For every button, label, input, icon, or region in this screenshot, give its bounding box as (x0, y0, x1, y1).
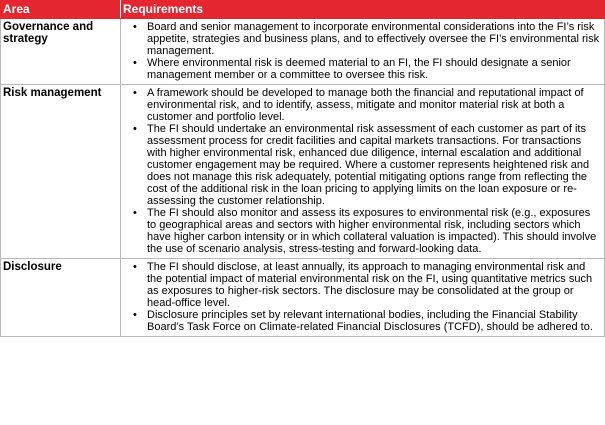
requirements-cell (121, 259, 605, 337)
area-column-header: Area (1, 1, 121, 19)
table-row-risk-management (1, 85, 605, 259)
requirements-column-header: Requirements (121, 1, 605, 19)
requirements-list (123, 261, 602, 333)
requirements-cell (121, 85, 605, 259)
list-item: • Disclosure principles set by relevant international bodies, including the Financial Stability Board’s Task Force on Climate-related Financial Disclosures (TCFD), should be adhered to. (147, 309, 602, 333)
table-header (1, 1, 605, 19)
requirements-list (123, 87, 602, 255)
list-item: • The FI should also monitor and assess its exposures to environmental risk (e.g., exposures to geographical areas and sectors with higher environmental risk, including sectors which have higher carbon intensity or in which collateral valuation is impacted). This should involve the use of scenario analysis, stress-testing and forward-looking data. (147, 207, 602, 255)
table-row-governance (1, 19, 605, 85)
list-item: • The FI should undertake an environmental risk assessment of each customer as part of its assessment process for credit facilities and capital markets transactions. For transactions with higher environmental risk, enhanced due diligence, internal escalation and additional customer engagement may be required. Where a customer represents heightened risk and does not manage this risk adequately, potential mitigating options range from reflecting the cost of the additional risk in the loan pricing to applying limits on the loan exposure or re-assessing the customer relationship. (147, 123, 602, 207)
area-cell: Governance and strategy (1, 19, 121, 85)
list-item: • A framework should be developed to manage both the financial and reputational impact of environmental risk, and to identify, assess, mitigate and monitor material risk at both a customer and portfolio level. (147, 87, 602, 123)
area-cell: Risk management (1, 85, 121, 259)
table-row-disclosure (1, 259, 605, 337)
list-item: • Board and senior management to incorporate environmental considerations into the FI’s risk appetite, strategies and business plans, and to effectively oversee the FI’s environmental risk management. (147, 21, 602, 57)
table-body (1, 19, 605, 337)
requirements-cell (121, 19, 605, 85)
list-item: • The FI should disclose, at least annually, its approach to managing environmental risk and the potential impact of material environmental risk on the FI, using quantitative metrics such as exposures to higher-risk sectors. The disclosure may be consolidated at the group or head-office level. (147, 261, 602, 309)
area-cell: Disclosure (1, 259, 121, 337)
list-item: • Where environmental risk is deemed material to an FI, the FI should designate a senior management member or a committee to oversee this risk. (147, 57, 602, 81)
header-row (1, 1, 605, 19)
requirements-list (123, 21, 602, 81)
